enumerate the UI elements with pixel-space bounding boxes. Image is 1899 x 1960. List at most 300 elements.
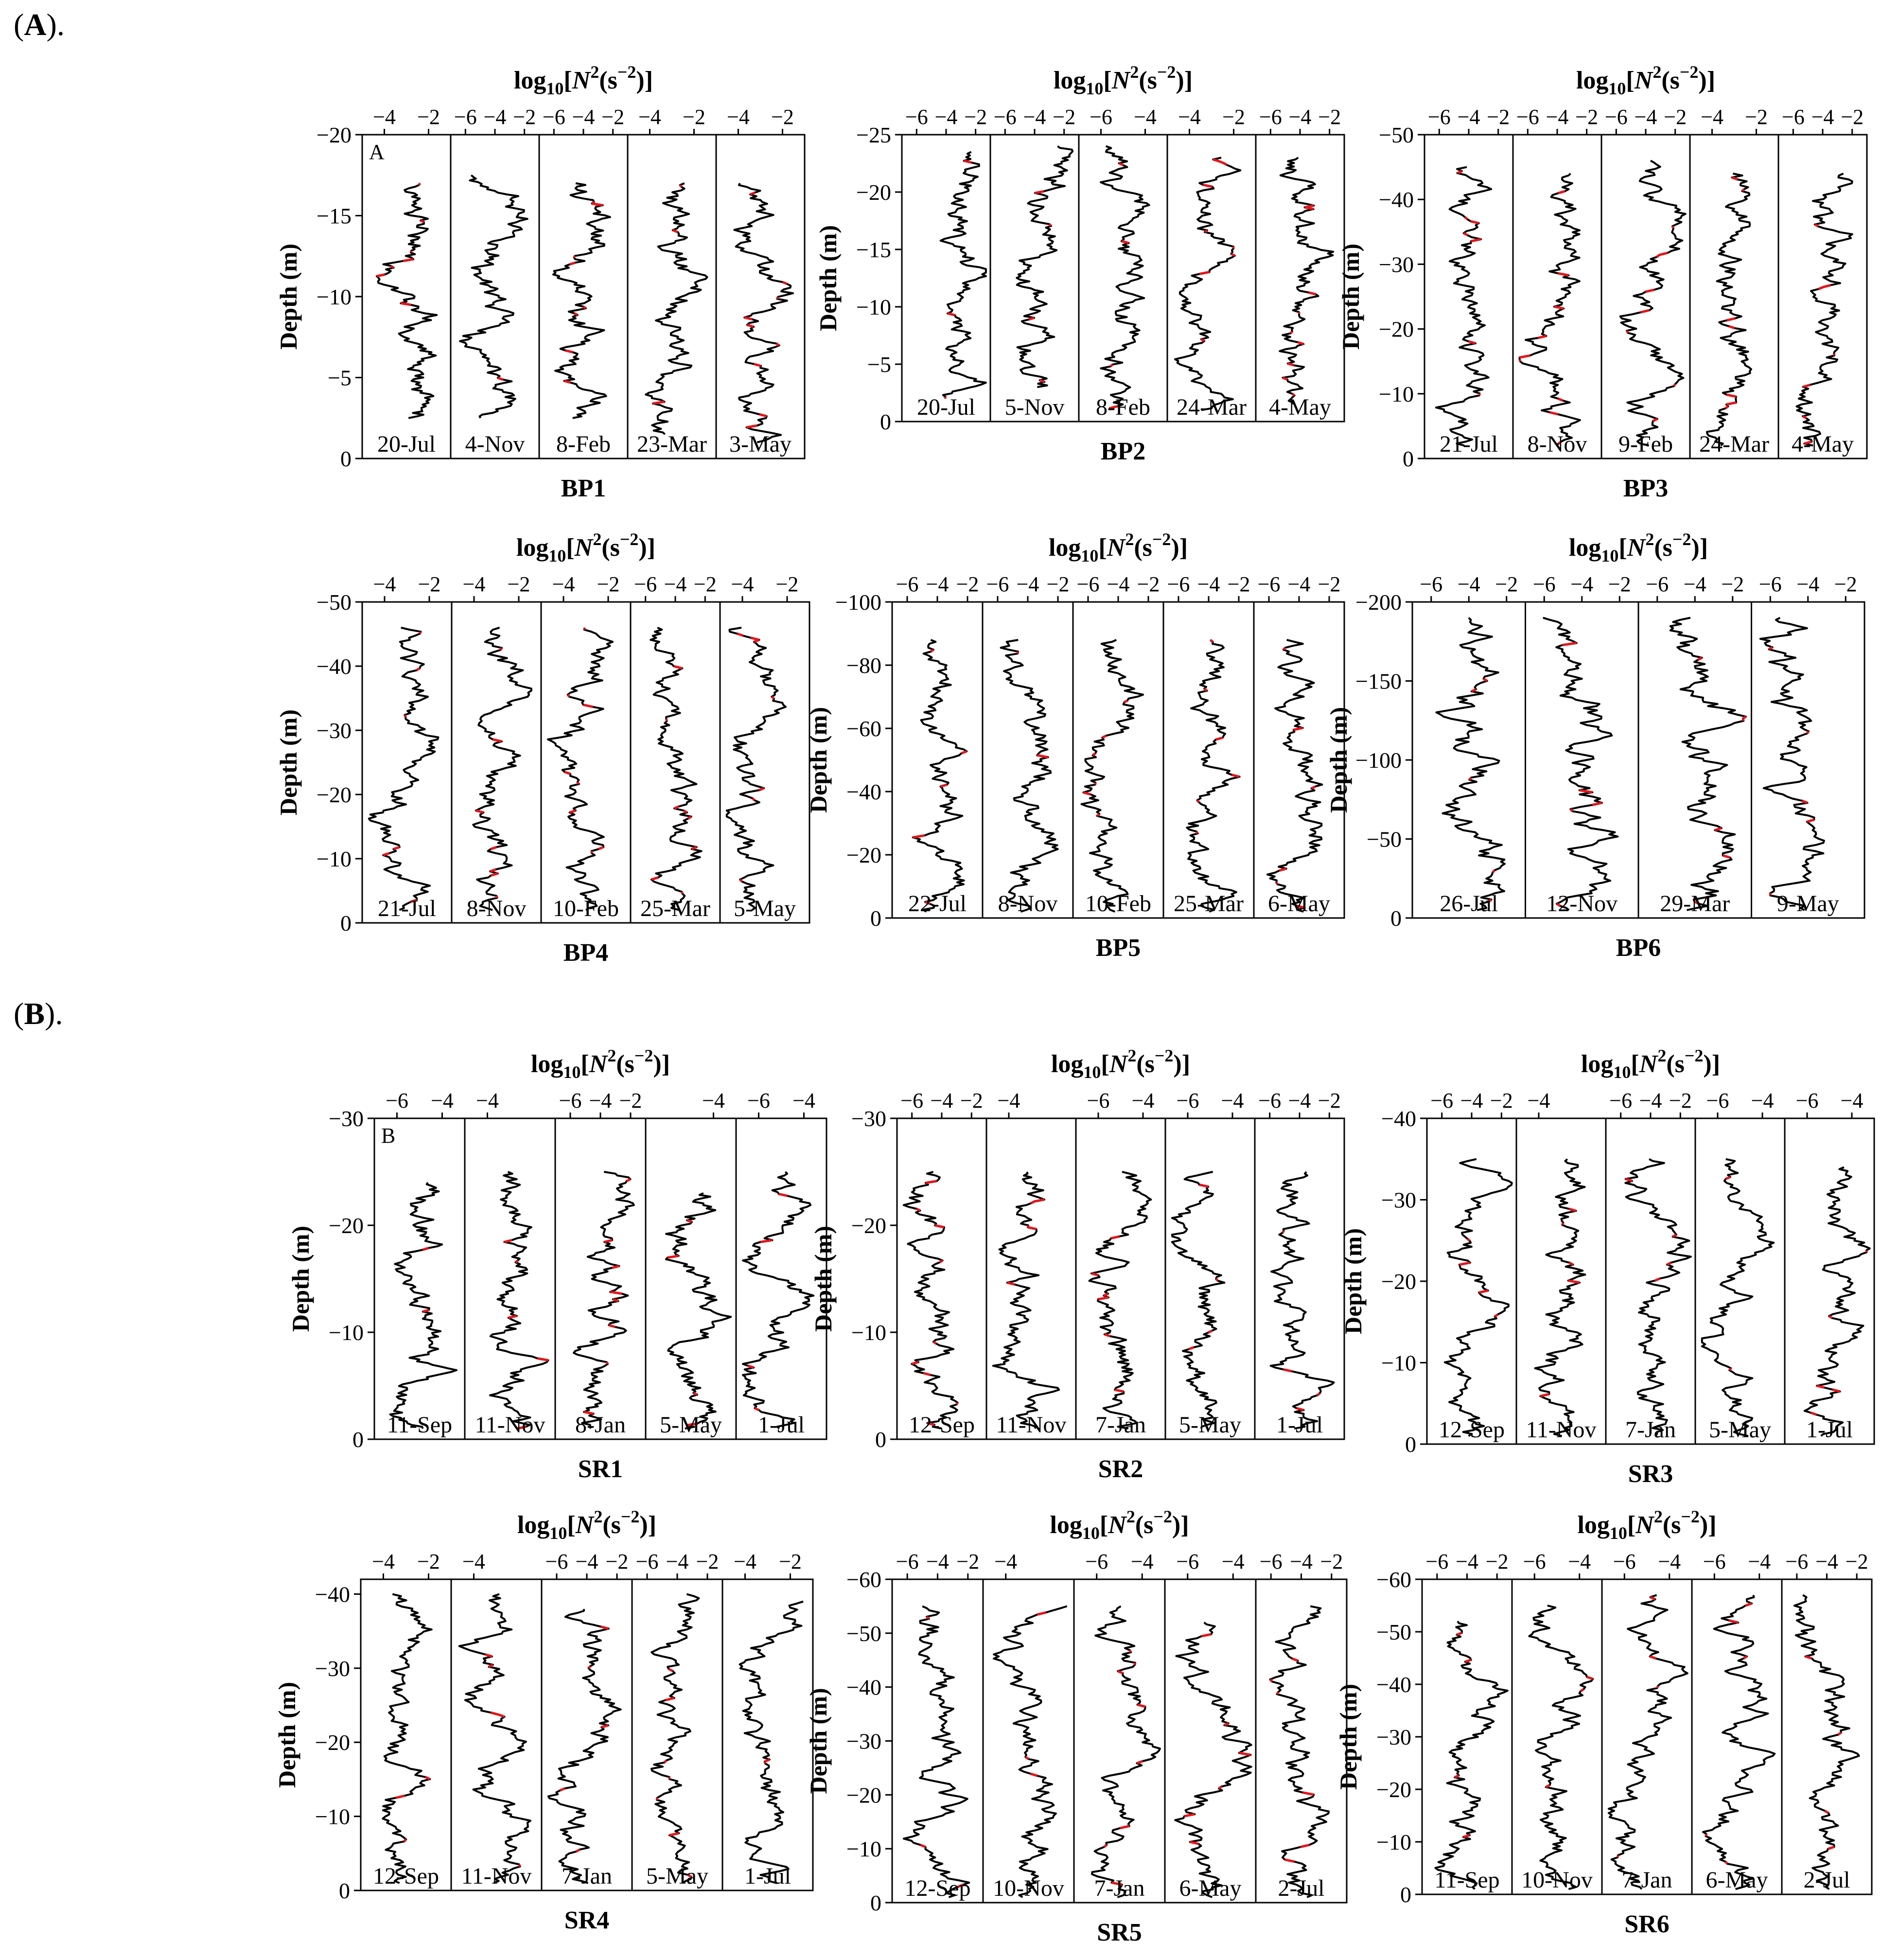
station-title: SR4 <box>564 1907 610 1934</box>
panel-letter: A <box>24 7 47 42</box>
x-tick-label: −4 <box>1546 105 1569 129</box>
x-tick-label: −2 <box>1318 1089 1341 1112</box>
unstable-segment <box>592 202 594 204</box>
unstable-segment <box>1297 1408 1304 1410</box>
y-tick-label: −20 <box>846 843 881 867</box>
unstable-segment <box>1037 1612 1046 1614</box>
unstable-segment <box>421 220 424 222</box>
chart-sr3 <box>1339 1046 1874 1488</box>
y-tick-label: 0 <box>875 1427 886 1452</box>
unstable-segment <box>673 230 678 232</box>
subplot-frame <box>1513 135 1601 459</box>
n2-profile-line <box>1175 158 1240 410</box>
subplot-frame <box>361 1579 451 1890</box>
x-tick-label: −2 <box>964 105 987 129</box>
unstable-segment <box>601 1627 609 1629</box>
x-tick-label: −6 <box>1257 572 1281 596</box>
y-tick-label: −10 <box>329 1320 364 1345</box>
subplot-12-sep <box>361 1550 451 1890</box>
y-tick-label: −10 <box>316 284 352 309</box>
subplot-8-nov <box>983 572 1073 918</box>
date-label: 5-May <box>660 1412 722 1438</box>
unstable-segment <box>401 303 411 305</box>
unstable-segment <box>1130 1650 1131 1652</box>
y-tick-label: −60 <box>846 716 881 741</box>
x-tick-label: −2 <box>1495 572 1518 596</box>
unstable-segment <box>1199 1185 1208 1187</box>
unstable-segment <box>668 1256 679 1258</box>
n2-profile-line <box>1270 1606 1329 1897</box>
subplot-26-jul <box>1412 572 1526 918</box>
date-label: 8-Feb <box>556 431 611 457</box>
x-tick-label: −6 <box>1706 1089 1729 1112</box>
n2-profile-line <box>1796 174 1852 446</box>
unstable-segment <box>1122 241 1129 243</box>
subplot-frame <box>990 135 1079 422</box>
y-tick-label: −50 <box>1367 827 1402 852</box>
unstable-segment <box>609 1325 615 1327</box>
x-tick-label: −2 <box>1222 105 1245 129</box>
subplot-23-mar <box>628 105 716 459</box>
unstable-segment <box>1817 1386 1824 1388</box>
x-tick-label: −4 <box>372 1550 395 1573</box>
subplot-12-sep <box>892 1550 983 1903</box>
x-tick-label: −2 <box>601 105 625 129</box>
subplot-11-nov <box>465 1089 555 1439</box>
unstable-segment <box>1205 230 1207 232</box>
unstable-segment <box>933 1342 936 1344</box>
y-tick-label: −100 <box>835 590 881 615</box>
unstable-segment <box>612 1266 619 1268</box>
x-tick-label: −4 <box>589 1089 612 1112</box>
unstable-segment <box>396 1796 404 1798</box>
subplot-6-may <box>1165 1550 1256 1903</box>
unstable-segment <box>1803 385 1810 387</box>
x-tick-label: −4 <box>1288 105 1312 129</box>
x-tick-label: −4 <box>1701 105 1723 129</box>
unstable-segment <box>940 1260 943 1262</box>
n2-profile-line <box>1001 640 1058 912</box>
unstable-segment <box>1463 1835 1470 1837</box>
unstable-segment <box>1115 1390 1124 1392</box>
date-label: 6-May <box>1179 1875 1242 1901</box>
unstable-segment <box>1102 736 1106 738</box>
n2-profile-line <box>460 175 528 418</box>
y-tick-label: −50 <box>1376 1620 1411 1644</box>
y-tick-label: −5 <box>328 365 352 390</box>
subplot-1-jul <box>722 1550 813 1890</box>
x-tick-label: −6 <box>1703 1550 1726 1573</box>
x-axis-label: $\log_{10}[N^2(s^{-2})]$ <box>1053 62 1193 98</box>
n2-profile-line <box>1436 1621 1508 1889</box>
unstable-segment <box>1471 239 1481 241</box>
x-tick-label: −6 <box>1646 572 1669 596</box>
unstable-segment <box>776 344 779 346</box>
unstable-segment <box>1569 1263 1573 1265</box>
unstable-segment <box>913 835 925 837</box>
x-tick-label: −6 <box>1427 105 1451 129</box>
x-tick-label: −6 <box>993 105 1017 129</box>
date-label: 6-May <box>1268 891 1330 917</box>
unstable-segment <box>1745 1604 1752 1606</box>
subplot-frame <box>1422 1579 1512 1894</box>
date-label: 5-Nov <box>1004 394 1065 420</box>
date-label: 10-Feb <box>553 896 619 921</box>
x-tick-label: −6 <box>1259 105 1282 129</box>
x-tick-label: −6 <box>1425 1550 1449 1573</box>
unstable-segment <box>568 695 569 697</box>
unstable-segment <box>1201 1634 1211 1636</box>
unstable-segment <box>1803 416 1806 418</box>
x-tick-label: −2 <box>1841 105 1864 129</box>
unstable-segment <box>1464 233 1468 235</box>
unstable-segment <box>1743 717 1746 719</box>
unstable-segment <box>1104 1294 1108 1296</box>
unstable-segment <box>753 798 755 800</box>
date-label: 12-Sep <box>909 1412 975 1438</box>
subplot-25-mar <box>631 572 720 923</box>
n2-profile-line <box>1760 618 1824 910</box>
x-tick-label: −6 <box>386 1089 408 1112</box>
x-tick-label: −6 <box>1167 572 1190 596</box>
unstable-segment <box>920 1845 926 1847</box>
x-tick-label: −4 <box>552 572 575 596</box>
x-tick-label: −4 <box>1840 1089 1864 1112</box>
n2-profile-line <box>574 1172 634 1429</box>
unstable-segment <box>1095 783 1096 785</box>
unstable-segment <box>1213 159 1219 161</box>
unstable-segment <box>383 853 389 855</box>
subplot-frame <box>1516 1118 1606 1444</box>
unstable-segment <box>760 1240 772 1242</box>
x-tick-label: −4 <box>1796 572 1820 596</box>
y-tick-label: −20 <box>315 1730 350 1755</box>
subplot-8-feb <box>539 105 628 459</box>
y-tick-label: −10 <box>1381 1350 1416 1376</box>
unstable-segment <box>744 318 752 319</box>
x-tick-label: −4 <box>1130 1550 1154 1573</box>
x-tick-label: −2 <box>507 572 530 596</box>
subplot-4-may <box>1256 105 1344 422</box>
y-tick-label: −100 <box>1355 748 1402 773</box>
subplot-8-nov <box>1513 105 1601 459</box>
x-tick-label: −6 <box>1087 1089 1110 1112</box>
date-label: 1-Jul <box>744 1863 791 1889</box>
unstable-segment <box>1570 809 1572 811</box>
x-tick-label: −4 <box>1751 1089 1774 1112</box>
unstable-segment <box>1028 1227 1036 1229</box>
x-tick-label: −2 <box>1487 105 1510 129</box>
unstable-segment <box>1232 775 1240 777</box>
subplot-9-feb <box>1601 105 1690 459</box>
x-tick-label: −4 <box>1221 1550 1245 1573</box>
n2-profile-line <box>459 1594 530 1883</box>
x-tick-label: −2 <box>605 1550 629 1573</box>
n2-profile-line <box>1520 174 1580 446</box>
y-tick-label: −50 <box>316 590 352 615</box>
panel-label-a: (A). <box>14 7 65 42</box>
unstable-segment <box>1807 731 1809 733</box>
subplot-frame <box>986 1118 1076 1439</box>
chart-bp5 <box>805 530 1344 962</box>
x-tick-label: −2 <box>1227 572 1250 596</box>
n2-profile-line <box>646 183 707 434</box>
unstable-segment <box>485 1655 492 1657</box>
unstable-segment <box>589 1666 591 1668</box>
x-tick-label: −2 <box>1490 1089 1513 1112</box>
y-tick-label: −40 <box>1379 187 1414 212</box>
unstable-segment <box>1119 163 1124 165</box>
corner-label: A <box>369 140 385 164</box>
y-tick-label: −150 <box>1355 669 1402 694</box>
subplot-21-jul <box>362 572 452 923</box>
y-tick-label: −50 <box>1379 123 1414 147</box>
subplot-frame <box>1074 1579 1165 1903</box>
unstable-segment <box>653 402 664 404</box>
unstable-segment <box>1469 777 1471 779</box>
unstable-segment <box>1472 689 1476 691</box>
x-tick-label: −6 <box>747 1089 770 1112</box>
date-label: 6-May <box>1706 1867 1768 1893</box>
x-tick-label: −2 <box>619 1089 642 1112</box>
x-tick-label: −4 <box>666 1550 689 1573</box>
n2-profile-line <box>1609 1595 1688 1889</box>
unstable-segment <box>1124 701 1127 703</box>
date-label: 7-Jan <box>562 1863 612 1889</box>
y-tick-label: −40 <box>1381 1106 1416 1131</box>
unstable-segment <box>1650 1657 1656 1659</box>
unstable-segment <box>1007 1283 1015 1285</box>
x-tick-label: −6 <box>635 1550 659 1573</box>
unstable-segment <box>1520 355 1530 357</box>
unstable-segment <box>1303 1793 1314 1795</box>
y-tick-label: −20 <box>316 782 352 807</box>
unstable-segment <box>1098 1297 1108 1299</box>
subplot-7-jan <box>1606 1089 1695 1444</box>
y-tick-label: −40 <box>846 1675 881 1700</box>
x-tick-label: −4 <box>1107 572 1130 596</box>
y-tick-label: −20 <box>1379 317 1414 342</box>
unstable-segment <box>1189 1347 1194 1349</box>
unstable-segment <box>1291 332 1292 334</box>
subplot-7-jan <box>1602 1550 1692 1894</box>
unstable-segment <box>1040 380 1045 382</box>
n2-profile-line <box>1101 146 1149 410</box>
unstable-segment <box>404 715 405 717</box>
y-tick-label: 0 <box>1390 906 1402 931</box>
subplot-frame <box>1695 1118 1785 1444</box>
chart-sr2 <box>809 1046 1344 1483</box>
date-label: 5-May <box>1179 1412 1241 1438</box>
station-title: SR5 <box>1097 1919 1142 1946</box>
date-label: 11-Nov <box>1526 1417 1597 1443</box>
chart-bp2 <box>814 62 1344 465</box>
unstable-segment <box>504 1240 512 1242</box>
unstable-segment <box>1562 1223 1563 1225</box>
unstable-segment <box>1309 293 1316 295</box>
unstable-segment <box>1083 793 1090 795</box>
n2-profile-line <box>740 1602 804 1883</box>
x-tick-label: −4 <box>462 572 486 596</box>
y-tick-label: −50 <box>846 1621 881 1646</box>
subplot-frame <box>1163 602 1254 918</box>
n2-profile-line <box>1280 158 1333 404</box>
x-tick-label: −4 <box>734 1550 756 1573</box>
unstable-segment <box>1484 679 1487 681</box>
x-tick-label: −6 <box>1258 1089 1282 1112</box>
unstable-segment <box>926 1181 937 1183</box>
unstable-segment <box>684 811 687 812</box>
y-tick-label: −30 <box>1379 252 1414 277</box>
unstable-segment <box>1200 272 1210 274</box>
x-tick-label: −4 <box>702 1089 725 1112</box>
date-label: 4-Nov <box>465 431 525 457</box>
date-label: 29-Mar <box>1660 891 1730 917</box>
subplot-11-nov <box>1516 1089 1606 1444</box>
subplot-frame <box>1165 1118 1255 1439</box>
y-tick-label: −10 <box>846 1836 881 1862</box>
unstable-segment <box>1580 790 1593 792</box>
x-tick-label: −2 <box>696 1550 719 1573</box>
n2-profile-line <box>1082 640 1143 912</box>
unstable-segment <box>1201 339 1204 341</box>
subplot-5-may <box>1165 1089 1255 1439</box>
x-tick-label: −6 <box>542 105 565 129</box>
unstable-segment <box>674 807 679 809</box>
y-tick-label: −30 <box>329 1106 364 1131</box>
x-tick-label: −6 <box>1781 105 1805 129</box>
unstable-segment <box>1549 412 1558 414</box>
n2-profile-line <box>941 152 986 398</box>
x-axis-label: $\log_{10}[N^2(s^{-2})]$ <box>1577 1507 1717 1543</box>
unstable-segment <box>1270 1679 1272 1681</box>
unstable-segment <box>1294 728 1303 730</box>
date-label: 2-Jul <box>1803 1867 1850 1893</box>
subplot-29-mar <box>1638 572 1752 918</box>
subplot-frame <box>1785 1118 1874 1444</box>
x-tick-label: −4 <box>727 105 750 129</box>
unstable-segment <box>583 307 586 309</box>
x-tick-label: −2 <box>418 572 441 596</box>
x-tick-label: −4 <box>1568 1550 1591 1573</box>
y-axis-label: Depth (m) <box>1335 1683 1362 1790</box>
x-tick-label: −6 <box>1076 572 1100 596</box>
subplot-frame <box>1073 602 1163 918</box>
station-title: BP6 <box>1616 934 1661 962</box>
unstable-segment <box>592 204 603 206</box>
unstable-segment <box>754 364 761 366</box>
subplot-12-sep <box>897 1089 986 1439</box>
y-tick-label: −15 <box>316 203 352 229</box>
chart-sr4 <box>273 1507 813 1934</box>
x-tick-label: −2 <box>1046 572 1070 596</box>
unstable-segment <box>1657 255 1660 257</box>
x-tick-label: −4 <box>1288 1089 1311 1112</box>
unstable-segment <box>1467 1239 1470 1241</box>
unstable-segment <box>1558 191 1565 193</box>
date-label: 1-Jul <box>1276 1412 1323 1438</box>
x-tick-label: −6 <box>1613 1550 1636 1573</box>
x-tick-label: −6 <box>1532 572 1556 596</box>
n2-profile-line <box>548 628 613 910</box>
unstable-segment <box>1283 378 1287 380</box>
x-tick-label: −4 <box>1134 105 1157 129</box>
date-label: 7-Jan <box>1621 1867 1672 1893</box>
date-label: 9-May <box>1776 891 1839 917</box>
date-label: 4-May <box>1269 394 1331 420</box>
subplot-5-may <box>720 572 809 923</box>
y-tick-label: −10 <box>1379 381 1414 406</box>
unstable-segment <box>1210 640 1213 642</box>
x-tick-label: −4 <box>926 1550 949 1573</box>
subplot-frame <box>720 602 809 923</box>
unstable-segment <box>1277 1692 1279 1694</box>
subplot-12-nov <box>1526 572 1639 918</box>
unstable-segment <box>665 1761 667 1763</box>
subplot-9-may <box>1752 572 1865 918</box>
subplot-8-jan <box>555 1089 646 1439</box>
unstable-segment <box>1806 1657 1812 1659</box>
x-tick-label: −6 <box>1604 105 1628 129</box>
unstable-segment <box>1239 1753 1251 1755</box>
x-axis-label: $\log_{10}[N^2(s^{-2})]$ <box>1576 62 1716 98</box>
y-tick-label: −20 <box>856 180 891 205</box>
date-label: 22-Jul <box>908 891 967 917</box>
x-tick-label: −4 <box>431 1089 454 1112</box>
x-tick-label: −6 <box>1420 572 1443 596</box>
unstable-segment <box>1469 341 1476 343</box>
unstable-segment <box>1097 814 1100 816</box>
subplot-frame <box>1255 1118 1344 1439</box>
unstable-segment <box>1587 1677 1593 1679</box>
unstable-segment <box>417 668 420 670</box>
y-axis-label: Depth (m) <box>1337 243 1364 350</box>
n2-profile-line <box>666 1193 731 1429</box>
subplot-6-may <box>1692 1550 1782 1894</box>
unstable-segment <box>1727 318 1735 320</box>
unstable-segment <box>935 1225 944 1227</box>
y-axis-label: Depth (m) <box>805 706 832 813</box>
unstable-segment <box>1216 738 1223 740</box>
unstable-segment <box>1493 870 1495 872</box>
n2-profile-line <box>734 183 793 442</box>
subplot-frame <box>1692 1579 1782 1894</box>
unstable-segment <box>1091 1273 1098 1275</box>
unstable-segment <box>578 782 579 784</box>
unstable-segment <box>931 650 933 652</box>
y-axis-label: Depth (m) <box>275 709 302 816</box>
unstable-segment <box>1807 820 1814 822</box>
n2-profile-line <box>377 183 437 418</box>
x-tick-label: −2 <box>956 572 979 596</box>
date-label: 12-Sep <box>1439 1417 1505 1443</box>
x-tick-label: −2 <box>597 572 620 596</box>
corner-label: B <box>381 1124 396 1148</box>
x-tick-label: −4 <box>1023 105 1046 129</box>
y-axis-label: Depth (m) <box>814 225 842 332</box>
date-label: 20-Jul <box>377 431 436 457</box>
y-tick-label: 0 <box>870 1890 881 1915</box>
unstable-segment <box>1216 1279 1218 1281</box>
y-axis-label: Depth (m) <box>805 1688 832 1794</box>
unstable-segment <box>1025 1757 1029 1759</box>
unstable-segment <box>1184 1814 1195 1816</box>
unstable-segment <box>1204 689 1207 691</box>
x-tick-label: −2 <box>1053 105 1076 129</box>
n2-profile-line <box>1805 1167 1870 1436</box>
x-tick-label: −4 <box>638 105 661 129</box>
unstable-segment <box>1458 171 1462 173</box>
